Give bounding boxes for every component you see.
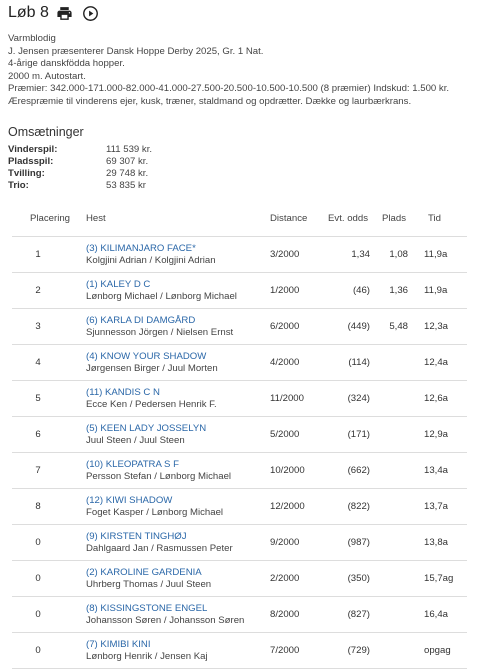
distance: 4/2000 — [270, 357, 300, 368]
time: opgag — [424, 645, 451, 656]
place-odds: 1,08 — [389, 249, 408, 260]
odds: (114) — [348, 357, 370, 368]
play-icon[interactable] — [81, 3, 101, 23]
turnover-list — [8, 144, 152, 192]
col-distance: Distance — [270, 212, 308, 224]
eligibility-line: 4-årige danskfödda hopper. — [8, 58, 125, 70]
driver-trainer: Johansson Søren / Johansson Søren — [86, 614, 245, 626]
odds: (350) — [347, 573, 370, 584]
distance: 5/2000 — [270, 429, 300, 440]
table-row — [12, 309, 467, 345]
results-table — [12, 200, 467, 669]
table-row — [12, 345, 467, 381]
honor-prize-line: Ærespræmie til vinderens ejer, kusk, træner, staldmand og opdrætter. Dække og laurbærkrans. — [8, 95, 412, 107]
table-header — [12, 200, 467, 237]
turnover-value: 69 307 kr. — [106, 156, 149, 167]
table-row — [12, 237, 467, 273]
table-row — [12, 273, 467, 309]
breed-line: Varmblodig — [8, 33, 56, 44]
odds: (822) — [347, 501, 370, 512]
time: 12,4a — [424, 357, 449, 368]
turnover-label: Pladsspil: — [8, 156, 54, 167]
placement: 8 — [35, 501, 41, 512]
turnover-value: 53 835 kr — [106, 180, 147, 191]
horse-link[interactable]: (2) KAROLINE GARDENIA — [86, 566, 202, 578]
placement: 2 — [35, 285, 41, 296]
time: 12,3a — [424, 321, 449, 332]
print-icon[interactable] — [55, 3, 75, 23]
col-placering: Placering — [30, 212, 70, 224]
horse-link[interactable]: (10) KLEOPATRA S F — [86, 458, 179, 470]
distance: 1/2000 — [270, 285, 300, 296]
col-tid: Tid — [428, 212, 441, 224]
distance: 12/2000 — [270, 501, 305, 512]
distance: 7/2000 — [270, 645, 300, 656]
horse-cell — [86, 423, 270, 447]
race-description — [8, 33, 476, 109]
odds: 1,34 — [351, 249, 370, 260]
horse-cell — [86, 531, 270, 555]
horse-link[interactable]: (8) KISSINGSTONE ENGEL — [86, 602, 208, 614]
horse-link[interactable]: (6) KARLA DI DAMGÅRD — [86, 314, 196, 326]
table-row — [12, 561, 467, 597]
distance: 2/2000 — [270, 573, 300, 584]
time: 11,9a — [424, 249, 448, 260]
table-row — [12, 417, 467, 453]
horse-cell — [86, 351, 270, 375]
placement: 3 — [35, 321, 41, 332]
placement: 6 — [35, 429, 41, 440]
table-row — [12, 453, 467, 489]
turnover-label: Trio: — [8, 180, 29, 191]
table-row — [12, 489, 467, 525]
distance: 11/2000 — [270, 393, 304, 404]
time: 12,6a — [424, 393, 449, 404]
horse-cell — [86, 459, 270, 483]
table-row — [12, 381, 467, 417]
distance: 9/2000 — [270, 537, 300, 548]
turnover-row — [8, 168, 152, 180]
driver-trainer: Persson Stefan / Lønborg Michael — [86, 470, 232, 482]
odds: (171) — [347, 429, 370, 440]
placement: 5 — [35, 393, 41, 404]
turnover-label: Vinderspil: — [8, 144, 58, 155]
driver-trainer: Jørgensen Birger / Juul Morten — [86, 362, 218, 374]
time: 13,7a — [424, 501, 449, 512]
time: 16,4a — [424, 609, 449, 620]
place-odds: 5,48 — [389, 321, 408, 332]
prizes-line: Præmier: 342.000-171.000-82.000-41.000-27.500-20.500-10.500-10.500 (8 præmier) Indskud: 1.500 kr. — [8, 83, 450, 95]
horse-link[interactable]: (4) KNOW YOUR SHADOW — [86, 350, 207, 362]
odds: (449) — [347, 321, 370, 332]
race-title: Løb 8 — [8, 4, 49, 21]
turnover-title: Omsætninger — [8, 125, 84, 139]
placement: 0 — [35, 609, 41, 620]
distance: 10/2000 — [270, 465, 305, 476]
time: 11,9a — [424, 285, 448, 296]
odds: (987) — [347, 537, 370, 548]
odds: (662) — [347, 465, 370, 476]
horse-link[interactable]: (9) KIRSTEN TINGHØJ — [86, 530, 187, 542]
col-hest: Hest — [86, 212, 106, 224]
driver-trainer: Sjunnesson Jörgen / Nielsen Ernst — [86, 326, 234, 338]
table-row — [12, 633, 467, 669]
placement: 0 — [35, 537, 41, 548]
horse-link[interactable]: (11) KANDIS C N — [86, 386, 160, 398]
odds: (324) — [347, 393, 370, 404]
horse-cell — [86, 243, 270, 267]
time: 13,4a — [424, 465, 449, 476]
table-row — [12, 597, 467, 633]
distance-line: 2000 m. Autostart. — [8, 70, 86, 82]
distance: 3/2000 — [270, 249, 300, 260]
time: 15,7ag — [424, 573, 454, 584]
turnover-value: 29 748 kr. — [106, 168, 149, 179]
table-body — [12, 237, 467, 669]
horse-link[interactable]: (1) KALEY D C — [86, 278, 151, 290]
driver-trainer: Uhrberg Thomas / Juul Steen — [86, 578, 212, 590]
col-odds: Evt. odds — [328, 212, 368, 224]
driver-trainer: Foget Kasper / Lønborg Michael — [86, 506, 224, 518]
driver-trainer: Dahlgaard Jan / Rasmussen Peter — [86, 542, 233, 554]
time: 13,8a — [424, 537, 449, 548]
driver-trainer: Lønborg Michael / Lønborg Michael — [86, 290, 237, 302]
turnover-row — [8, 156, 152, 168]
distance: 8/2000 — [270, 609, 300, 620]
placement: 7 — [35, 465, 41, 476]
placement: 0 — [35, 573, 41, 584]
driver-trainer: Kolgjini Adrian / Kolgjini Adrian — [86, 254, 216, 266]
table-row — [12, 525, 467, 561]
col-plads: Plads — [382, 212, 406, 224]
place-odds: 1,36 — [389, 285, 408, 296]
placement: 1 — [35, 249, 41, 260]
horse-link[interactable]: (7) KIMIBI KINI — [86, 638, 151, 650]
odds: (827) — [347, 609, 370, 620]
horse-cell — [86, 639, 270, 663]
distance: 6/2000 — [270, 321, 300, 332]
horse-link[interactable]: (5) KEEN LADY JOSSELYN — [86, 422, 207, 434]
driver-trainer: Lønborg Henrik / Jensen Kaj — [86, 650, 208, 662]
driver-trainer: Ecce Ken / Pedersen Henrik F. — [86, 398, 217, 410]
horse-link[interactable]: (3) KILIMANJARO FACE* — [86, 242, 196, 254]
horse-cell — [86, 495, 270, 519]
placement: 4 — [35, 357, 41, 368]
odds: (46) — [352, 285, 370, 296]
horse-cell — [86, 279, 270, 303]
horse-cell — [86, 387, 270, 411]
turnover-value: 111 539 kr. — [106, 144, 153, 155]
race-name-line: J. Jensen præsenterer Dansk Hoppe Derby 2025, Gr. 1 Nat. — [8, 45, 264, 57]
turnover-row — [8, 180, 152, 192]
time: 12,9a — [424, 429, 449, 440]
race-header — [8, 2, 101, 24]
turnover-row — [8, 144, 152, 156]
turnover-label: Tvilling: — [8, 168, 45, 179]
horse-link[interactable]: (12) KIWI SHADOW — [86, 494, 173, 506]
driver-trainer: Juul Steen / Juul Steen — [86, 434, 185, 446]
horse-cell — [86, 603, 270, 627]
horse-cell — [86, 315, 270, 339]
horse-cell — [86, 567, 270, 591]
placement: 0 — [35, 645, 41, 656]
odds: (729) — [347, 645, 370, 656]
